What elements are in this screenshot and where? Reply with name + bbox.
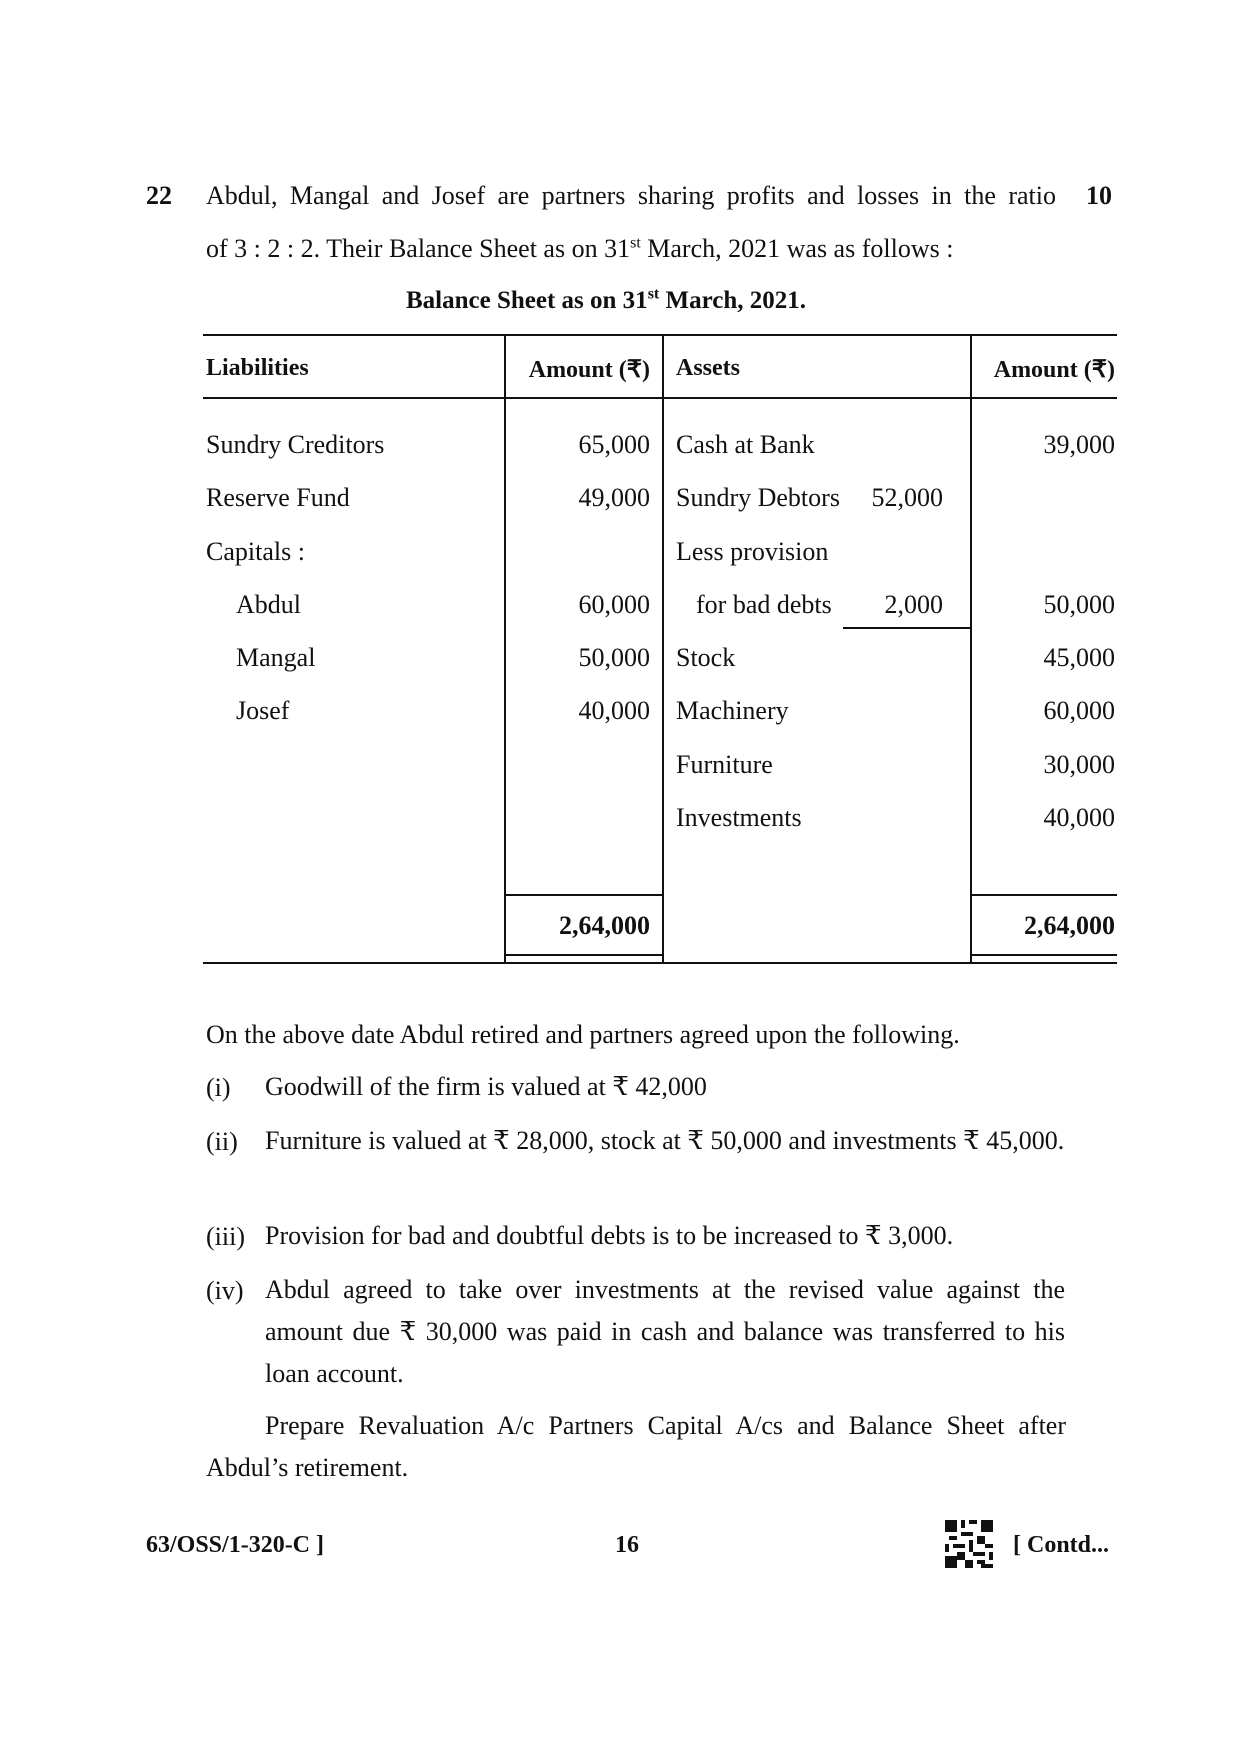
asset-inner-amount: 2,000: [884, 590, 943, 619]
liability-amount: 40,000: [578, 696, 650, 725]
body-lead: On the above date Abdul retired and partners agreed upon the following.: [206, 1020, 960, 1049]
table-top-rule: [203, 334, 1117, 336]
asset-label: Investments: [676, 803, 802, 832]
header-amount-left: Amount (₹): [528, 357, 650, 383]
item-text: Abdul agreed to take over investments at the revised value against the amount due ₹ 30,000 was paid in cash and balance was transferred to his loan account.: [265, 1275, 1065, 1388]
total-left-double-rule: [504, 954, 664, 956]
header-assets: Assets: [676, 355, 740, 381]
question-marks: 10: [1086, 181, 1112, 210]
liability-label: Josef: [236, 696, 290, 725]
header-liabilities: Liabilities: [206, 355, 309, 381]
header-amount-right: Amount (₹): [993, 357, 1115, 383]
asset-label: Sundry Debtors: [676, 483, 840, 512]
item-label: (i): [206, 1073, 231, 1102]
item-text: Furniture is valued at ₹ 28,000, stock at ₹ 50,000 and investments ₹ 45,000.: [265, 1126, 1065, 1155]
item-label: (ii): [206, 1127, 238, 1156]
question-intro-line2: of 3 : 2 : 2. Their Balance Sheet as on 31st March, 2021 was as follows :: [206, 234, 954, 263]
total-right: 2,64,000: [1024, 911, 1115, 940]
item-label: (iv): [206, 1276, 244, 1305]
page-number: 16: [615, 1532, 639, 1558]
asset-amount: 40,000: [1043, 803, 1115, 832]
liability-amount: 60,000: [578, 590, 650, 619]
total-left: 2,64,000: [559, 911, 650, 940]
liability-amount: 49,000: [578, 483, 650, 512]
asset-amount: 30,000: [1043, 750, 1115, 779]
total-left-top-rule: [504, 894, 664, 896]
asset-label: for bad debts: [696, 590, 832, 619]
asset-label: Stock: [676, 643, 736, 672]
asset-label: Less provision: [676, 537, 829, 566]
asset-label: Machinery: [676, 696, 789, 725]
provision-underline: [843, 627, 971, 629]
liability-amount: 65,000: [578, 430, 650, 459]
asset-label: Cash at Bank: [676, 430, 815, 459]
qr-code-icon: [945, 1520, 993, 1568]
table-divider-1: [504, 334, 506, 964]
asset-amount: 39,000: [1043, 430, 1115, 459]
liability-amount: 50,000: [578, 643, 650, 672]
table-header-rule: [203, 397, 1117, 399]
asset-label: Furniture: [676, 750, 773, 779]
item-text: Goodwill of the firm is valued at ₹ 42,000: [265, 1072, 707, 1101]
total-right-double-rule: [970, 954, 1117, 956]
asset-inner-amount: 52,000: [871, 483, 943, 512]
paper-code: 63/OSS/1-320-C ]: [146, 1532, 325, 1558]
asset-amount: 45,000: [1043, 643, 1115, 672]
liability-label: Mangal: [236, 643, 316, 672]
table-divider-3: [970, 334, 972, 964]
contd-text: [ Contd...: [1013, 1532, 1110, 1558]
total-right-top-rule: [970, 894, 1117, 896]
liability-label: Reserve Fund: [206, 483, 350, 512]
item-label: (iii): [206, 1222, 245, 1251]
asset-amount: 60,000: [1043, 696, 1115, 725]
question-number: 22: [146, 181, 172, 210]
balance-sheet-title: Balance Sheet as on 31st March, 2021.: [406, 285, 806, 314]
table-bottom-rule: [203, 962, 1117, 964]
table-divider-2: [662, 334, 664, 964]
liability-label: Abdul: [236, 590, 301, 619]
liability-label: Sundry Creditors: [206, 430, 385, 459]
instruction-text: Prepare Revaluation A/c Partners Capital A/cs and Balance Sheet after Abdul’s retirement.: [206, 1411, 1066, 1482]
liability-label: Capitals :: [206, 537, 305, 566]
asset-amount: 50,000: [1043, 590, 1115, 619]
item-text: Provision for bad and doubtful debts is to be increased to ₹ 3,000.: [265, 1221, 954, 1250]
question-intro-line1: Abdul, Mangal and Josef are partners sharing profits and losses in the ratio: [206, 181, 1056, 210]
